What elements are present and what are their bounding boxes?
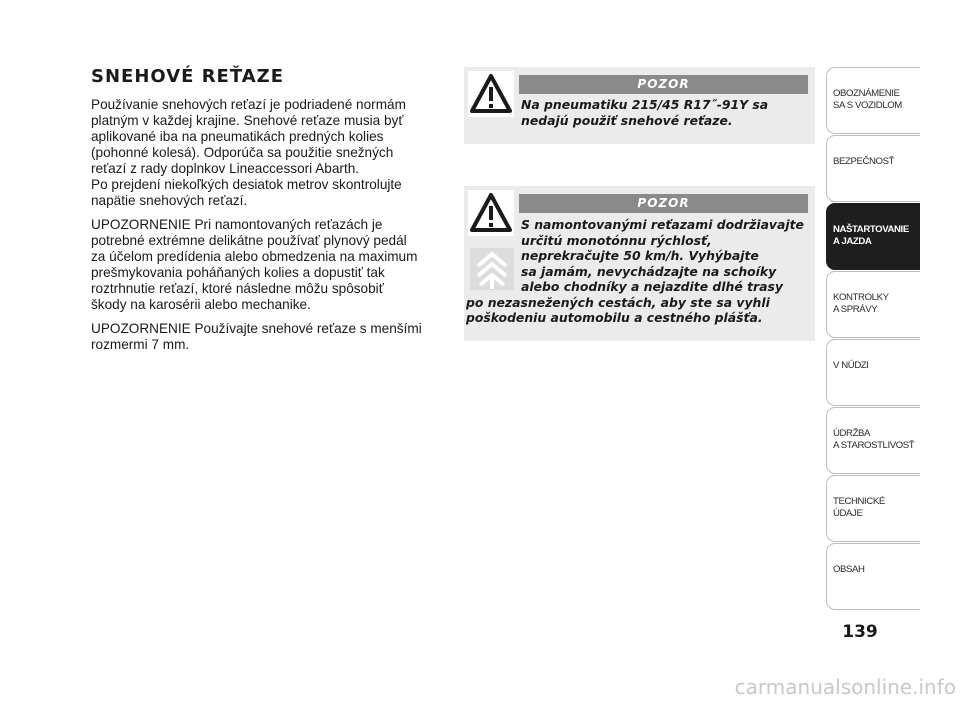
warning-triangle-icon — [468, 190, 514, 236]
warning-text — [466, 217, 811, 326]
warning-line: nedajú použiť snehové reťaze. — [521, 112, 733, 128]
tab-label: ÚDRŽBA A STAROSTLIVOSŤ — [833, 428, 915, 451]
text-line: Po prejdení niekoľkých desiatok metrov skontrolujte — [91, 177, 402, 192]
warning-box-speed — [464, 186, 815, 341]
text-line: rozmermi 7 mm. — [91, 337, 190, 352]
text-line: Používanie snehových reťazí je podriadené normám — [91, 97, 406, 112]
tab-label: BEZPEČNOSŤ — [833, 156, 895, 167]
section-tabs — [826, 67, 920, 611]
text-line: aplikované iba na pneumatikách predných kolies — [91, 129, 384, 144]
text-line: potrebné extrémne delikátne používať plynový pedál — [91, 233, 407, 248]
tab-label: V NÚDZI — [833, 360, 869, 371]
text-line: UPOZORNENIE Používajte snehové reťaze s menšími — [91, 321, 422, 336]
tab-obsah[interactable] — [826, 543, 920, 610]
warning-line: poškodeniu automobilu a cestného plášťa. — [466, 310, 763, 325]
text-line: reťazí z rady doplnkov Lineaccessori Abarth. — [91, 161, 360, 176]
warning-heading: POZOR — [519, 75, 808, 94]
tab-udrzba[interactable] — [826, 407, 920, 474]
paragraph-notice-2 — [91, 321, 441, 353]
warning-triangle-icon — [468, 71, 514, 117]
text-line: (pohonné kolesá). Odporúča sa použitie snežných — [91, 145, 394, 160]
tab-nastartovanie[interactable] — [826, 203, 920, 270]
tab-label: NAŠTARTOVANIE A JAZDA — [833, 224, 909, 247]
text-line: škody na karosérii alebo mechanike. — [91, 297, 311, 312]
warning-line: neprekračujte 50 km/h. Vyhýbajte — [521, 248, 759, 263]
warning-box-tyre — [464, 67, 815, 144]
tab-kontrolky[interactable] — [826, 271, 920, 338]
tab-oboznamenie[interactable] — [826, 67, 920, 134]
page-number: 139 — [842, 622, 878, 642]
tab-bezpecnost[interactable] — [826, 135, 920, 202]
text-line: roztrhnutie reťazí, ktoré následne môžu spôsobiť — [91, 281, 384, 296]
tab-label: OBOZNÁMENIE SA S VOZIDLOM — [833, 88, 902, 111]
warning-line: po nezasnežených cestách, aby ste sa vyhli — [466, 294, 770, 310]
warning-line: určitú monotónnu rýchlosť, — [521, 232, 712, 248]
tab-v-nudzi[interactable] — [826, 339, 920, 406]
paragraph-notice-1 — [91, 217, 441, 313]
text-line: prešmykovania poháňaných kolies a dopustiť tak — [91, 265, 385, 280]
warning-line: Na pneumatiku 215/45 R17˝-91Y sa — [521, 97, 769, 112]
body-text — [91, 97, 441, 361]
text-line: platným v každej krajine. Snehové reťaze musia byť — [91, 113, 404, 128]
warning-line: sa jamám, nevychádzajte na schoíky — [521, 263, 777, 279]
warning-text — [521, 97, 811, 128]
paragraph-intro — [91, 97, 441, 209]
warning-line: S namontovanými reťazami dodržiavajte — [521, 217, 804, 232]
tab-label: KONTROLKY A SPRÁVY — [833, 292, 889, 315]
page-title: SNEHOVÉ REŤAZE — [91, 66, 285, 87]
warning-line: alebo chodníky a nejazdite dlhé trasy — [521, 279, 783, 294]
text-line: za účelom predídenia alebo obmedzenia na maximum — [91, 249, 418, 264]
warning-heading: POZOR — [519, 194, 808, 213]
tab-technicke-udaje[interactable] — [826, 475, 920, 542]
tab-label: TECHNICKÉ ÚDAJE — [833, 496, 885, 519]
watermark: carmanualsonline.info — [734, 675, 956, 699]
snow-chain-road-icon — [470, 248, 514, 290]
text-line: napätie snehových reťazí. — [91, 193, 248, 208]
text-line: UPOZORNENIE Pri namontovaných reťazách je — [91, 217, 383, 232]
tab-label: OBSAH — [833, 564, 865, 575]
